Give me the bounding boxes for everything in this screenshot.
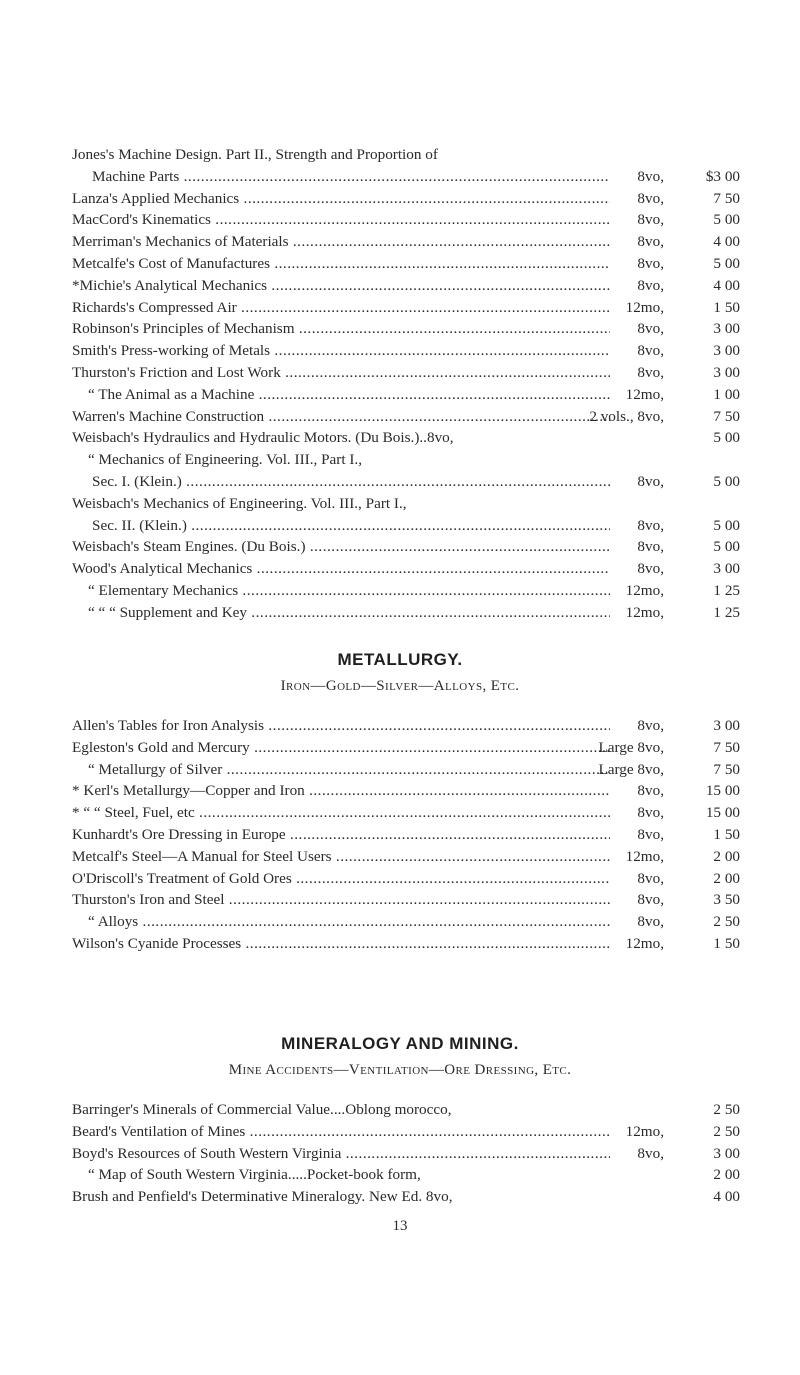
entry-title: Kunhardt's Ore Dressing in Europe ..... bbox=[72, 824, 610, 846]
entry-title: Boyd's Resources of South Western Virginia ..... bbox=[72, 1143, 610, 1165]
catalog-entry bbox=[0, 209, 800, 231]
entry-format: 8vo, bbox=[637, 825, 664, 843]
entry-title: O'Driscoll's Treatment of Gold Ores ..... bbox=[72, 868, 610, 890]
catalog-entry bbox=[0, 406, 800, 428]
catalog-entry bbox=[0, 1164, 800, 1186]
entry-title: Egleston's Gold and Mercury ..... bbox=[72, 737, 610, 759]
entry-title: “ The Animal as a Machine ..... bbox=[88, 384, 610, 406]
entry-price: 5 00 bbox=[713, 516, 740, 534]
entry-price: 15 00 bbox=[705, 782, 740, 800]
catalog-entry bbox=[0, 737, 800, 759]
entry-title: Warren's Machine Construction ..... bbox=[72, 406, 610, 428]
entry-format: 8vo, bbox=[637, 276, 664, 294]
catalog-entry bbox=[0, 362, 800, 384]
entry-price: 1 25 bbox=[713, 603, 740, 621]
entry-format: Large 8vo, bbox=[598, 738, 664, 756]
entry-price: 1 50 bbox=[713, 298, 740, 316]
entry-title: Wilson's Cyanide Processes ..... bbox=[72, 933, 610, 955]
catalog-entry bbox=[0, 715, 800, 737]
catalog-entry bbox=[0, 166, 800, 188]
entry-format: 8vo, bbox=[637, 516, 664, 534]
entry-format: 8vo, bbox=[637, 1144, 664, 1162]
entry-format: 8vo, bbox=[637, 211, 664, 229]
mining-list bbox=[0, 1099, 800, 1208]
mining-subheading: Mine Accidents—Ventilation—Ore Dressing, Etc. bbox=[228, 1062, 572, 1078]
catalog-entry bbox=[0, 297, 800, 319]
entry-price: 1 50 bbox=[713, 825, 740, 843]
entry-title: Jones's Machine Design. Part II., Strength and Proportion of bbox=[72, 146, 438, 163]
entry-title: Robinson's Principles of Mechanism ..... bbox=[72, 318, 610, 340]
entry-title: Machine Parts ..... bbox=[92, 166, 610, 188]
catalog-entry bbox=[0, 1121, 800, 1143]
entry-format: 8vo, bbox=[637, 167, 664, 185]
entry-title: “ Alloys ..... bbox=[88, 911, 610, 933]
entry-title: Wood's Analytical Mechanics ..... bbox=[72, 558, 610, 580]
entry-title: Thurston's Friction and Lost Work ..... bbox=[72, 362, 610, 384]
entry-title: Sec. II. (Klein.) ..... bbox=[92, 515, 610, 537]
entry-price: 5 00 bbox=[713, 254, 740, 272]
entry-title: Smith's Press-working of Metals ..... bbox=[72, 340, 610, 362]
entry-format: 8vo, bbox=[637, 363, 664, 381]
catalog-entry bbox=[0, 384, 800, 406]
catalog-entry bbox=[0, 824, 800, 846]
entry-price: 5 00 bbox=[713, 538, 740, 556]
catalog-entry bbox=[0, 802, 800, 824]
entry-format: 8vo, bbox=[637, 717, 664, 734]
entry-price: 1 00 bbox=[713, 385, 740, 403]
entry-price: 7 50 bbox=[713, 760, 740, 778]
catalog-entry bbox=[0, 275, 800, 297]
entry-price: 3 00 bbox=[713, 320, 740, 338]
entry-title: MacCord's Kinematics ..... bbox=[72, 209, 610, 231]
entry-format: 2 vols., 8vo, bbox=[589, 407, 664, 425]
entry-format: 8vo, bbox=[637, 472, 664, 490]
entry-format: 8vo, bbox=[637, 254, 664, 272]
entry-format: 8vo, bbox=[637, 320, 664, 338]
catalog-entry bbox=[0, 1143, 800, 1165]
entry-price: 1 25 bbox=[713, 581, 740, 599]
entry-price: 3 00 bbox=[713, 342, 740, 360]
entry-price: 2 50 bbox=[713, 913, 740, 931]
entry-price: 5 00 bbox=[713, 429, 740, 447]
catalog-entry bbox=[0, 253, 800, 275]
entry-price: 3 00 bbox=[713, 1144, 740, 1162]
entry-price: 3 50 bbox=[713, 891, 740, 909]
catalog-entry bbox=[0, 1099, 800, 1121]
catalog-entry bbox=[0, 911, 800, 933]
entry-title: “ Metallurgy of Silver ..... bbox=[88, 759, 610, 781]
catalog-entry bbox=[0, 602, 800, 624]
catalog-entry bbox=[0, 493, 800, 515]
entry-format: 8vo, bbox=[637, 804, 664, 822]
catalog-entry bbox=[0, 449, 800, 471]
entry-format: 12mo, bbox=[625, 934, 664, 952]
catalog-entry bbox=[0, 471, 800, 493]
entry-title: Barringer's Minerals of Commercial Value....Oblong morocco, bbox=[72, 1101, 452, 1118]
catalog-entry bbox=[0, 340, 800, 362]
metallurgy-heading: METALLURGY. bbox=[337, 650, 463, 669]
catalog-entry bbox=[0, 536, 800, 558]
entry-price: 4 00 bbox=[713, 276, 740, 294]
entry-price: 2 50 bbox=[713, 1122, 740, 1140]
catalog-entry bbox=[0, 580, 800, 602]
entry-title: “ Map of South Western Virginia.....Pocket-book form, bbox=[88, 1166, 421, 1184]
catalog-entry bbox=[0, 780, 800, 802]
entry-title: Sec. I. (Klein.) ..... bbox=[92, 471, 610, 493]
catalog-entry bbox=[0, 231, 800, 253]
catalog-entry bbox=[0, 318, 800, 340]
entry-price: 2 50 bbox=[713, 1101, 740, 1118]
entry-title: Brush and Penfield's Determinative Mineralogy. New Ed. 8vo, bbox=[72, 1188, 453, 1206]
catalog-entry bbox=[0, 144, 800, 166]
entry-title: Richards's Compressed Air ..... bbox=[72, 297, 610, 319]
entry-price: 3 00 bbox=[713, 560, 740, 578]
entry-title: “ “ “ Supplement and Key ..... bbox=[88, 602, 610, 624]
entry-format: 12mo, bbox=[625, 847, 664, 865]
mechanics-list bbox=[0, 144, 800, 624]
entry-title: *Michie's Analytical Mechanics ..... bbox=[72, 275, 610, 297]
catalog-entry bbox=[0, 759, 800, 781]
entry-format: 12mo, bbox=[625, 298, 664, 316]
entry-price: 15 00 bbox=[705, 804, 740, 822]
entry-title: Beard's Ventilation of Mines ..... bbox=[72, 1121, 610, 1143]
entry-title: Weisbach's Mechanics of Engineering. Vol. III., Part I., bbox=[72, 494, 407, 512]
entry-title: “ Mechanics of Engineering. Vol. III., Part I., bbox=[88, 451, 363, 469]
catalog-entry bbox=[0, 188, 800, 210]
entry-format: 12mo, bbox=[625, 385, 664, 403]
catalog-entry bbox=[0, 427, 800, 449]
entry-title: Allen's Tables for Iron Analysis ..... bbox=[72, 715, 610, 737]
entry-title: Thurston's Iron and Steel ..... bbox=[72, 889, 610, 911]
entry-format: 8vo, bbox=[637, 342, 664, 360]
entry-price: 4 00 bbox=[713, 1188, 740, 1206]
entry-price: 4 00 bbox=[713, 233, 740, 251]
entry-title: * “ “ Steel, Fuel, etc ..... bbox=[72, 802, 610, 824]
entry-price: 2 00 bbox=[713, 847, 740, 865]
entry-price: 2 00 bbox=[713, 1166, 740, 1184]
entry-format: 8vo, bbox=[637, 538, 664, 556]
entry-format: 8vo, bbox=[637, 891, 664, 909]
entry-format: 12mo, bbox=[625, 581, 664, 599]
entry-title: Lanza's Applied Mechanics ..... bbox=[72, 188, 610, 210]
entry-title: Weisbach's Hydraulics and Hydraulic Motors. (Du Bois.)..8vo, bbox=[72, 429, 454, 447]
catalog-entry bbox=[0, 558, 800, 580]
entry-format: 8vo, bbox=[637, 913, 664, 931]
entry-format: 12mo, bbox=[625, 1122, 664, 1140]
entry-format: 8vo, bbox=[637, 782, 664, 800]
catalog-entry bbox=[0, 889, 800, 911]
entry-title: Metcalfe's Cost of Manufactures ..... bbox=[72, 253, 610, 275]
entry-format: Large 8vo, bbox=[598, 760, 664, 778]
catalog-entry bbox=[0, 515, 800, 537]
entry-title: * Kerl's Metallurgy—Copper and Iron ..... bbox=[72, 780, 610, 802]
entry-format: 12mo, bbox=[625, 603, 664, 621]
entry-title: “ Elementary Mechanics ..... bbox=[88, 580, 610, 602]
entry-price: 5 00 bbox=[713, 211, 740, 229]
entry-price: 7 50 bbox=[713, 738, 740, 756]
catalog-entry bbox=[0, 868, 800, 890]
catalog-entry bbox=[0, 1186, 800, 1208]
entry-title: Metcalf's Steel—A Manual for Steel Users ..... bbox=[72, 846, 610, 868]
entry-price: 3 00 bbox=[713, 363, 740, 381]
entry-price: 3 00 bbox=[713, 717, 740, 734]
entry-price: 7 50 bbox=[713, 407, 740, 425]
entry-format: 8vo, bbox=[637, 233, 664, 251]
entry-price: 5 00 bbox=[713, 472, 740, 490]
mining-heading: MINERALOGY AND MINING. bbox=[281, 1034, 519, 1053]
page-number: 13 bbox=[392, 1218, 408, 1234]
entry-title: Weisbach's Steam Engines. (Du Bois.) ..... bbox=[72, 536, 610, 558]
entry-format: 8vo, bbox=[637, 189, 664, 207]
metallurgy-subheading: Iron—Gold—Silver—Alloys, Etc. bbox=[280, 678, 520, 694]
catalog-entry bbox=[0, 933, 800, 955]
metallurgy-list bbox=[0, 715, 800, 955]
catalog-entry bbox=[0, 846, 800, 868]
entry-format: 8vo, bbox=[637, 869, 664, 887]
entry-price: $3 00 bbox=[705, 167, 740, 185]
entry-price: 2 00 bbox=[713, 869, 740, 887]
entry-price: 7 50 bbox=[713, 189, 740, 207]
entry-format: 8vo, bbox=[637, 560, 664, 578]
entry-title: Merriman's Mechanics of Materials ..... bbox=[72, 231, 610, 253]
entry-price: 1 50 bbox=[713, 934, 740, 952]
